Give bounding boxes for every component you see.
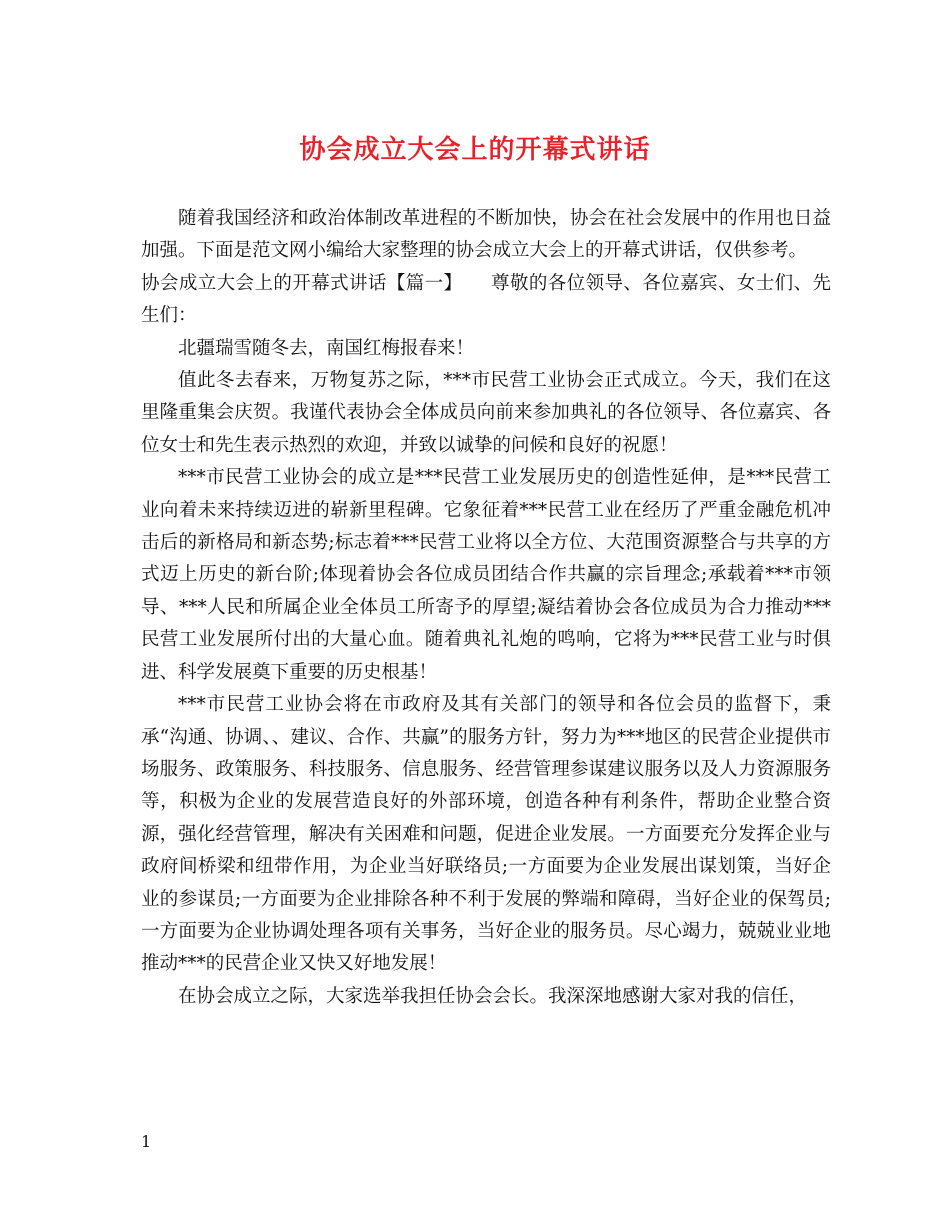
paragraph-welcome: 值此冬去春来，万物复苏之际，***市民营工业协会正式成立。今天，我们在这里隆重集会庆贺。我谨代表协会全体成员向前来参加典礼的各位领导、各位嘉宾、各位女士和先生表示热烈的欢迎，并致以诚挚的问候和良好的祝愿！ [141, 370, 831, 456]
paragraph-intro: 随着我国经济和政治体制改革进程的不断加快，协会在社会发展中的作用也日益加强。下面是范文网小编给大家整理的协会成立大会上的开幕式讲话，仅供参考。 [141, 208, 831, 262]
document-title: 协会成立大会上的开幕式讲话 [299, 135, 651, 165]
page-number: 1 [141, 1132, 152, 1151]
document-body [141, 203, 831, 1013]
paragraph-salutation: 协会成立大会上的开幕式讲话【篇一】 尊敬的各位领导、各位嘉宾、女士们、先生们： [141, 272, 831, 327]
paragraph-thanks: 在协会成立之际，大家选举我担任协会会长。我深深地感谢大家对我的信任， [178, 985, 808, 1007]
paragraph-opening-line: 北疆瑞雪随冬去，南国红梅报春来！ [178, 337, 475, 359]
paragraph-service-policy: ***市民营工业协会将在市政府及其有关部门的领导和各位会员的监督下，秉承“沟通、协调、、建议、合作、共赢”的服务方针，努力为***地区的民营企业提供市场服务、政策服务、科技服务、信息服务、经营管理参谋建议服务以及人力资源服务等，积极为企业的发展营造良好的外部环境，创造各种有利条件，帮助企业整合资源，强化经营管理，解决有关困难和问题，促进企业发展。一方面要充分发挥企业与政府间桥梁和纽带作用，为企业当好联络员;一方面要为企业发展出谋划策，当好企业的参谋员;一方面要为企业排除各种不利于发展的弊端和障碍，当好企业的保驾员;一方面要为企业协调处理各项有关事务，当好企业的服务员。尽心竭力，兢兢业业地推动***的民营企业又快又好地发展！ [141, 694, 831, 975]
paragraph-significance: ***市民营工业协会的成立是***民营工业发展历史的创造性延伸，是***民营工业向着未来持续迈进的崭新里程碑。它象征着***民营工业在经历了严重金融危机冲击后的新格局和新态势;标志着***民营工业将以全方位、大范围资源整合与共享的方式迈上历史的新台阶;体现着协会各位成员团结合作共赢的宗旨理念;承载着***市领导、***人民和所属企业全体员工所寄予的厚望;凝结着协会各位成员为合力推动***民营工业发展所付出的大量心血。随着典礼礼炮的鸣响，它将为***民营工业与时俱进、科学发展奠下重要的历史根基！ [141, 467, 831, 683]
